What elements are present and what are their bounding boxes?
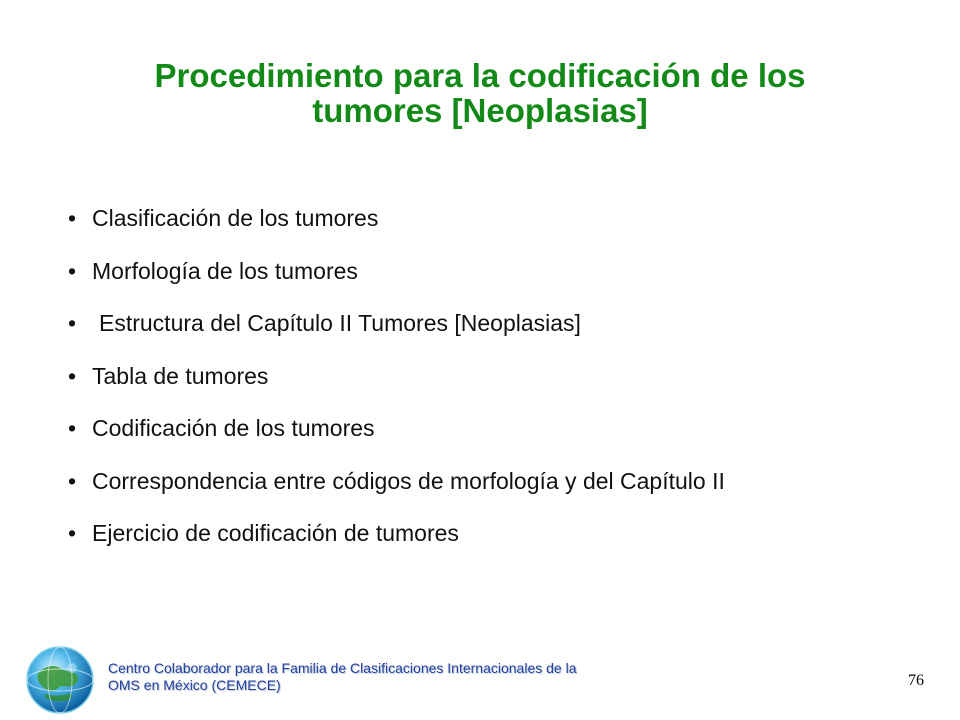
footer-line-1: Centro Colaborador para la Familia de Clasificaciones Internacionales de la (108, 660, 577, 676)
bullet-text: Morfología de los tumores (92, 257, 358, 284)
cemece-globe-logo-icon (24, 644, 96, 716)
title-line-2: tumores [Neoplasias] (312, 92, 648, 129)
page-number: 76 (908, 672, 924, 689)
bullet-icon: • (68, 310, 77, 336)
title-line-1: Procedimiento para la codificación de los (154, 57, 806, 94)
bullet-list (68, 198, 928, 566)
slide-title (60, 58, 900, 128)
footer-organization (108, 660, 668, 694)
bullet-text: Clasificación de los tumores (92, 205, 379, 231)
bullet-item-ejercicio (68, 513, 928, 566)
footer-line-2: OMS en México (CEMECE) (108, 677, 281, 693)
bullet-item-correspondencia (68, 461, 928, 514)
bullet-text: Correspondencia entre códigos de morfología y del Capítulo II (92, 467, 725, 494)
bullet-item-clasificacion (68, 198, 928, 251)
bullet-icon: • (68, 257, 77, 284)
bullet-text: Estructura del Capítulo II Tumores [Neoplasias] (99, 310, 581, 336)
bullet-item-codificacion (68, 408, 928, 461)
bullet-icon: • (68, 467, 77, 494)
bullet-item-tabla (68, 356, 928, 409)
bullet-icon: • (68, 205, 77, 231)
bullet-item-estructura (68, 303, 928, 356)
bullet-icon: • (68, 415, 77, 441)
bullet-icon: • (68, 520, 77, 546)
bullet-item-morfologia (68, 251, 928, 304)
bullet-text: Ejercicio de codificación de tumores (92, 520, 459, 546)
bullet-icon: • (68, 362, 77, 389)
bullet-text: Tabla de tumores (92, 362, 269, 389)
bullet-text: Codificación de los tumores (92, 415, 375, 441)
